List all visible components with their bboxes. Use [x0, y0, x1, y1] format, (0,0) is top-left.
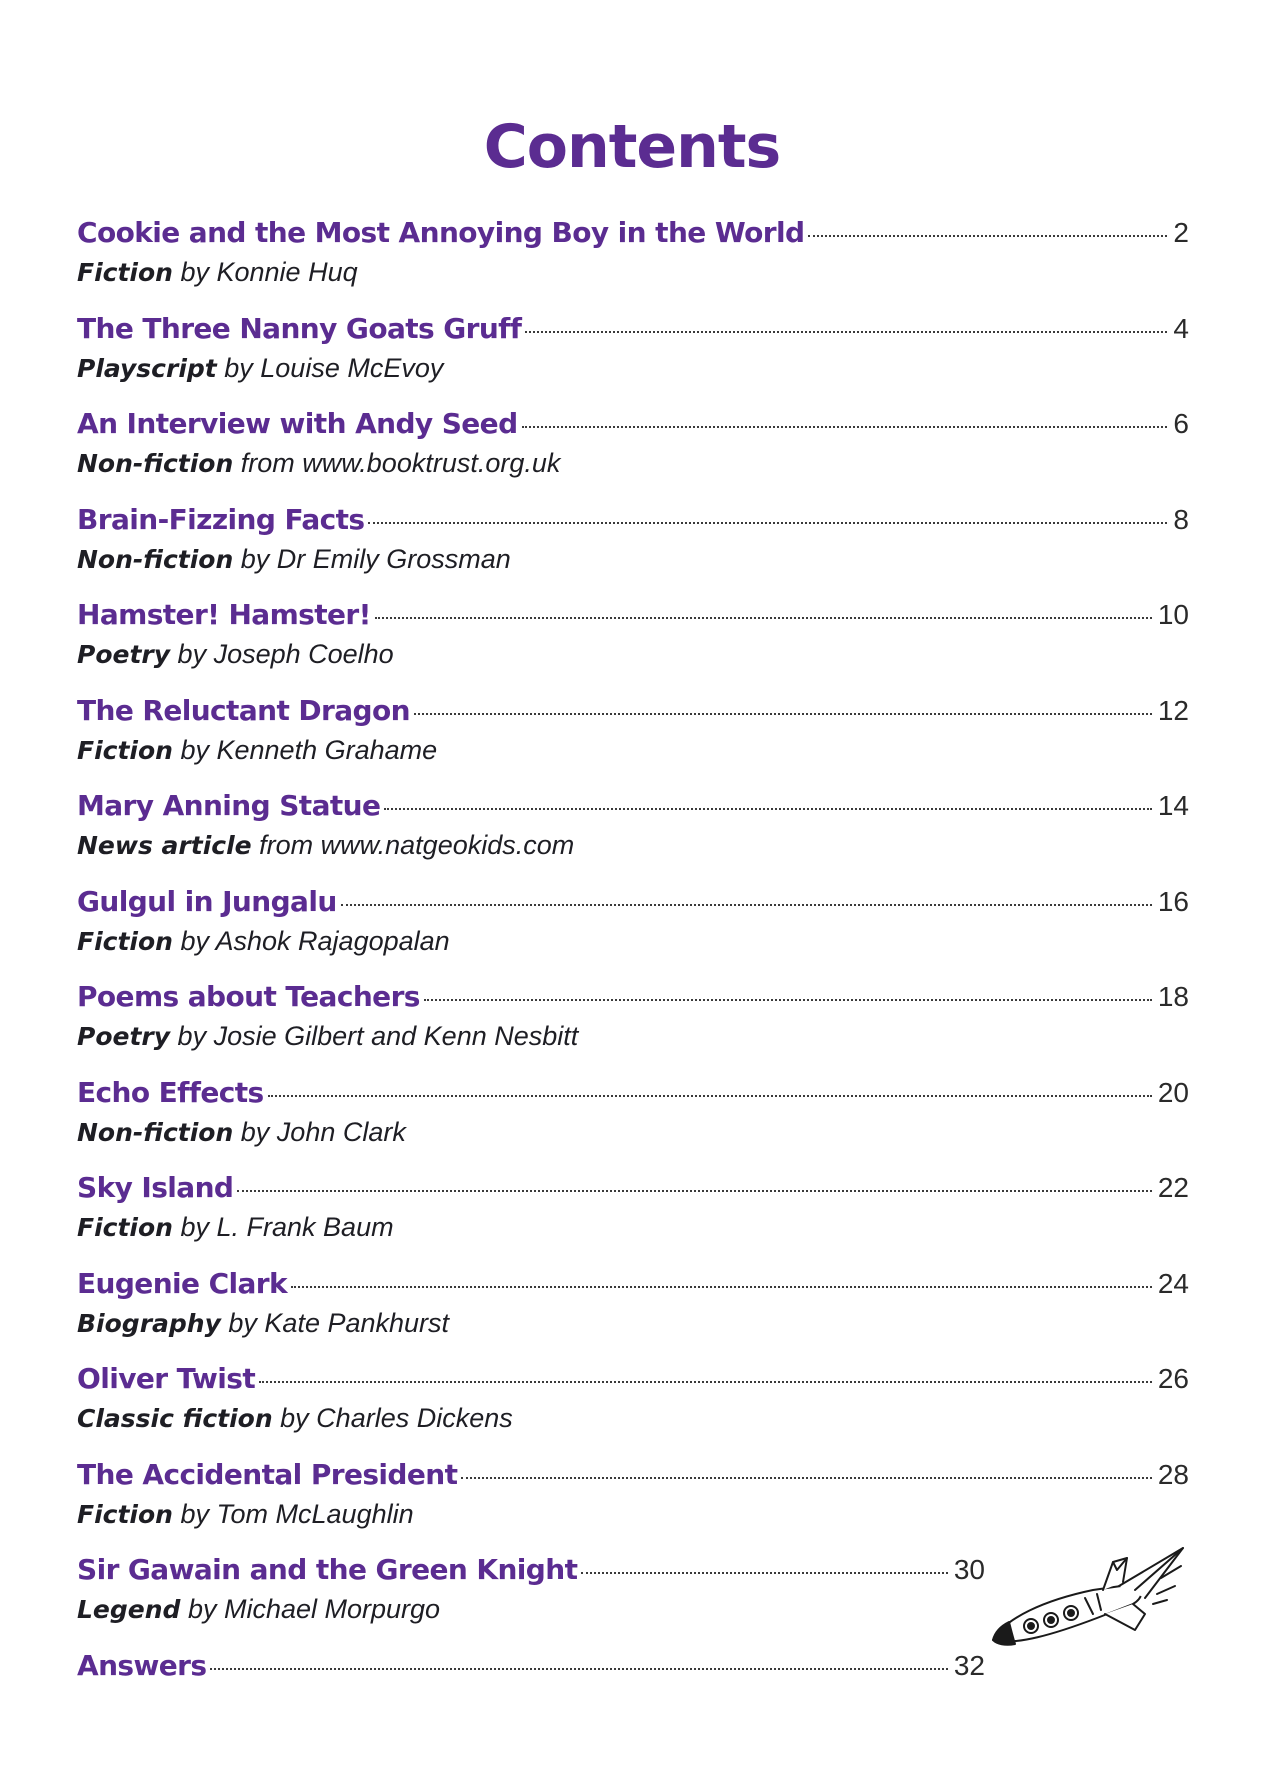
toc-entry-author: by Ashok Rajagopalan	[180, 925, 450, 956]
dot-leader	[259, 1381, 1152, 1383]
rocket-icon	[985, 1538, 1195, 1658]
toc-entry	[77, 216, 1189, 312]
toc-entry-byline	[77, 829, 1189, 862]
toc-entry-row[interactable]	[77, 503, 1189, 543]
toc-page-number: 26	[1157, 1363, 1189, 1394]
toc-entry-author: by Michael Morpurgo	[187, 1594, 441, 1624]
toc-entry	[77, 1267, 1189, 1363]
toc-entry-row[interactable]	[77, 1458, 1189, 1498]
toc-entry-genre: Fiction	[77, 258, 173, 287]
toc-page-number: 4	[1173, 312, 1189, 344]
toc-entry-row[interactable]	[77, 1362, 1189, 1402]
dot-leader	[424, 999, 1152, 1001]
toc-entry-byline	[77, 925, 1189, 958]
toc-entry-row[interactable]	[77, 1076, 1189, 1116]
table-of-contents	[77, 216, 1189, 1744]
toc-entry	[77, 503, 1189, 599]
toc-page-number: 14	[1157, 790, 1189, 821]
toc-entry-byline	[77, 256, 1189, 289]
dot-leader	[808, 235, 1167, 237]
toc-entry-byline	[77, 543, 1189, 576]
toc-entry-byline	[77, 734, 1189, 767]
toc-entry	[77, 694, 1189, 790]
toc-entry-row[interactable]	[77, 789, 1189, 829]
toc-page-number: 2	[1173, 217, 1189, 248]
toc-entry-author: by L. Frank Baum	[180, 1212, 394, 1242]
toc-entry-title[interactable]: Brain-Fizzing Facts	[77, 502, 365, 536]
toc-entry-genre: Non-fiction	[77, 449, 234, 478]
toc-entry-genre: Classic fiction	[77, 1404, 273, 1433]
page-title: Contents	[483, 112, 781, 182]
toc-entry-byline	[77, 1307, 1189, 1340]
toc-entry-title[interactable]: The Reluctant Dragon	[77, 693, 410, 727]
toc-entry-byline	[77, 1498, 1189, 1531]
toc-entry-byline	[77, 447, 1189, 480]
toc-entry-title[interactable]: Echo Effects	[77, 1075, 264, 1109]
toc-entry-genre: Non-fiction	[77, 544, 234, 574]
toc-entry-title[interactable]: Oliver Twist	[77, 1362, 256, 1395]
dot-leader	[461, 1477, 1151, 1479]
toc-entry	[77, 789, 1189, 885]
toc-entry-title[interactable]: Sky Island	[77, 1171, 234, 1204]
dot-leader	[268, 1095, 1152, 1097]
toc-entry-genre: Playscript	[77, 353, 217, 383]
toc-entry-row[interactable]	[77, 1649, 985, 1689]
toc-entry-author: by Kate Pankhurst	[228, 1307, 450, 1338]
toc-entry-row[interactable]	[77, 407, 1189, 447]
toc-page-number: 28	[1157, 1458, 1189, 1490]
dot-leader	[237, 1190, 1152, 1192]
dot-leader	[522, 426, 1168, 428]
toc-entry-title[interactable]: Poems about Teachers	[77, 980, 420, 1013]
toc-entry-genre: Fiction	[77, 926, 173, 956]
toc-entry	[77, 1171, 1189, 1267]
dot-leader	[368, 522, 1167, 524]
dot-leader	[375, 617, 1152, 619]
dot-leader	[291, 1286, 1152, 1288]
toc-entry-genre: Legend	[77, 1595, 181, 1624]
toc-entry-genre: Non-fiction	[77, 1117, 234, 1147]
toc-entry-author: from www.booktrust.org.uk	[240, 448, 561, 478]
toc-entry	[77, 312, 1189, 408]
toc-entry-author: by Konnie Huq	[180, 257, 358, 287]
toc-entry-byline	[77, 1020, 1189, 1053]
toc-entry-title[interactable]: Answers	[77, 1648, 207, 1682]
toc-entry	[77, 598, 1189, 694]
toc-entry-author: by Josie Gilbert and Kenn Nesbitt	[177, 1021, 579, 1051]
toc-entry-title[interactable]: The Three Nanny Goats Gruff	[77, 311, 522, 345]
toc-entry-row[interactable]	[77, 598, 1189, 638]
toc-entry-author: by Dr Emily Grossman	[240, 543, 511, 574]
toc-entry-row[interactable]	[77, 216, 1189, 256]
toc-page-number: 8	[1173, 503, 1189, 535]
toc-entry-author: by Tom McLaughlin	[180, 1498, 414, 1529]
toc-entry-title[interactable]: Gulgul in Jungalu	[77, 884, 337, 918]
toc-entry-author: by John Clark	[240, 1116, 406, 1147]
toc-page-number: 10	[1157, 599, 1189, 630]
dot-leader	[341, 904, 1152, 906]
toc-entry-row[interactable]	[77, 980, 1189, 1020]
toc-entry-title[interactable]: Eugenie Clark	[77, 1266, 288, 1300]
toc-entry-author: by Charles Dickens	[280, 1403, 513, 1433]
toc-entry-row[interactable]	[77, 1553, 985, 1593]
toc-entry-genre: News article	[77, 831, 252, 860]
toc-page-number: 6	[1173, 408, 1189, 439]
toc-entry-author: by Louise McEvoy	[224, 352, 444, 383]
toc-entry-title[interactable]: Mary Anning Statue	[77, 789, 381, 822]
toc-entry-genre: Poetry	[77, 640, 171, 669]
dot-leader	[210, 1668, 947, 1670]
toc-entry-byline	[77, 1116, 1189, 1149]
toc-page-number: 12	[1157, 694, 1189, 726]
toc-entry	[77, 885, 1189, 981]
dot-leader	[525, 331, 1167, 333]
toc-page-number: 18	[1157, 981, 1189, 1012]
toc-entry-author: by Kenneth Grahame	[180, 734, 438, 765]
toc-page-number: 22	[1157, 1172, 1189, 1203]
toc-entry-title[interactable]: An Interview with Andy Seed	[77, 407, 518, 440]
toc-entry-genre: Fiction	[77, 1499, 173, 1529]
toc-entry-genre: Fiction	[77, 735, 173, 765]
toc-entry-author: by Joseph Coelho	[177, 639, 394, 669]
toc-entry-title[interactable]: Sir Gawain and the Green Knight	[77, 1553, 578, 1586]
toc-entry-row[interactable]	[77, 1171, 1189, 1211]
toc-entry-row[interactable]	[77, 1267, 1189, 1307]
toc-entry-byline	[77, 638, 1189, 671]
toc-entry-author: from www.natgeokids.com	[259, 830, 575, 860]
toc-entry	[77, 407, 1189, 503]
toc-entry-genre: Fiction	[77, 1213, 173, 1242]
toc-entry	[77, 1649, 1189, 1745]
toc-page-number: 16	[1157, 885, 1189, 917]
toc-entry	[77, 980, 1189, 1076]
toc-entry-byline	[77, 352, 1189, 385]
toc-entry-byline	[77, 1402, 1189, 1435]
toc-entry	[77, 1076, 1189, 1172]
toc-entry	[77, 1362, 1189, 1458]
toc-entry-byline	[77, 1211, 1189, 1244]
toc-entry-title[interactable]: Hamster! Hamster!	[77, 598, 371, 631]
toc-page-number: 30	[953, 1554, 985, 1585]
toc-page-number: 24	[1157, 1267, 1189, 1299]
toc-entry-genre: Biography	[77, 1308, 221, 1338]
toc-entry-row[interactable]	[77, 885, 1189, 925]
toc-entry-row[interactable]	[77, 694, 1189, 734]
dot-leader	[384, 808, 1151, 810]
toc-entry-row[interactable]	[77, 312, 1189, 352]
toc-entry-title[interactable]: Cookie and the Most Annoying Boy in the World	[77, 216, 805, 249]
dot-leader	[581, 1572, 947, 1574]
toc-entry-genre: Poetry	[77, 1022, 171, 1051]
toc-page-number: 32	[953, 1649, 985, 1681]
toc-entry-title[interactable]: The Accidental President	[77, 1457, 458, 1491]
toc-page-number: 20	[1157, 1076, 1189, 1108]
dot-leader	[414, 713, 1152, 715]
